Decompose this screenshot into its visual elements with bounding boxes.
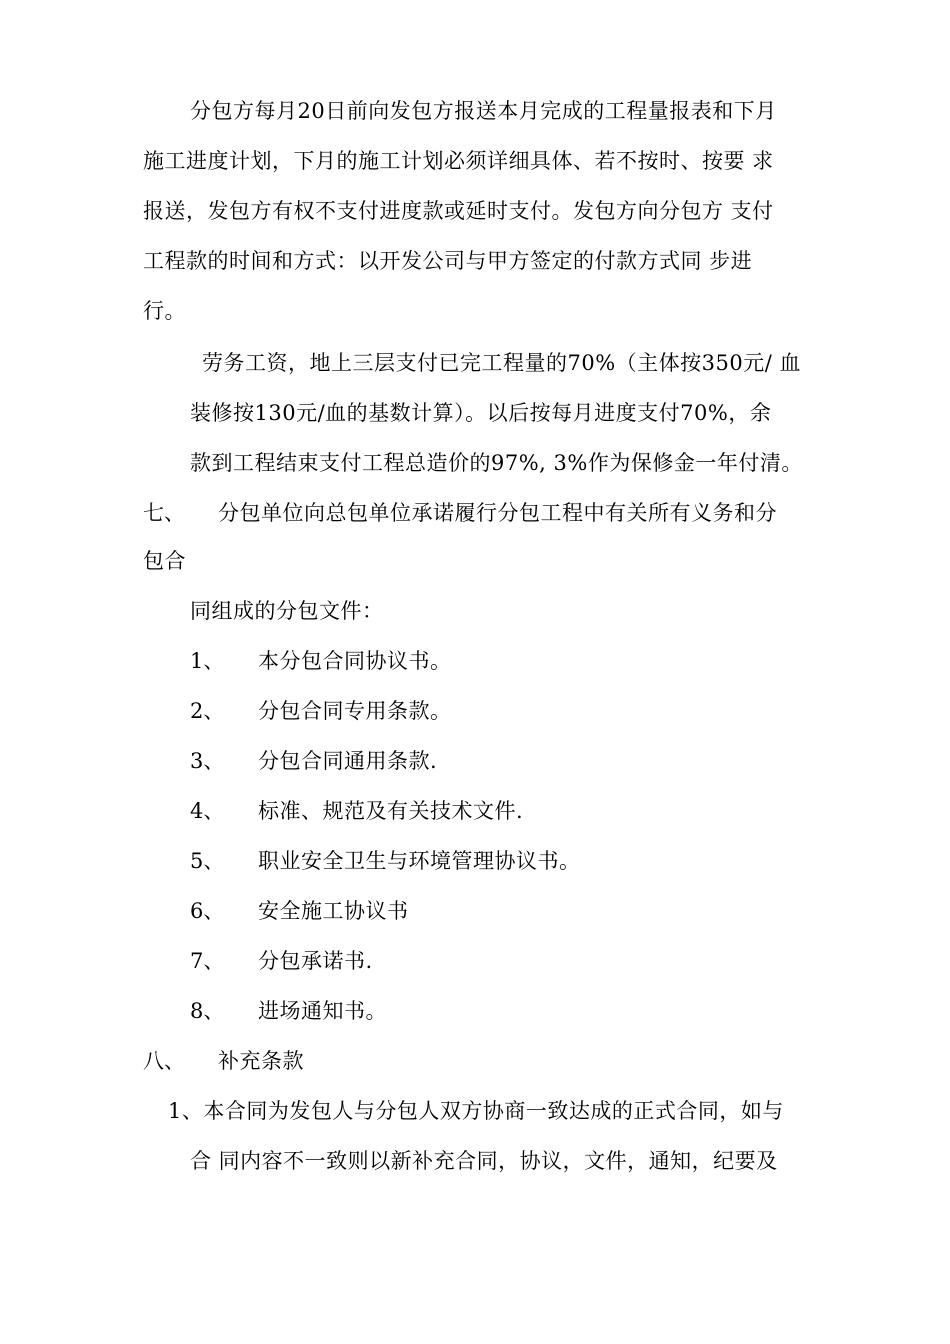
section-8-clause-1-line-2: 合 同内容不一致则以新补充合同，协议，文件，通知，纪要及 — [190, 1149, 778, 1173]
list-item-text: 安全施工协议书 — [258, 899, 409, 923]
list-item-text: 分包合同通用条款. — [258, 749, 438, 773]
section-7-line-1: 分包单位向总包单位承诺履行分包工程中有关所有义务和分 — [218, 501, 777, 525]
section-7-line-3: 同组成的分包文件： — [190, 599, 384, 623]
list-item-text: 分包合同专用条款。 — [258, 699, 452, 723]
paragraph-2-line-1: 劳务工资，地上三层支付已完工程量的70%（主体按350元/ 血 — [202, 351, 802, 375]
paragraph-1-line-3: 报送，发包方有权不支付进度款或延时支付。发包方向分包方 支付 — [143, 199, 774, 223]
list-item-text: 分包承诺书. — [258, 949, 373, 973]
list-item-number: 6、 — [190, 899, 225, 923]
paragraph-2-line-3: 款到工程结束支付工程总造价的97%, 3%作为保修金一年付清。 — [190, 451, 803, 475]
list-item-text: 本分包合同协议书。 — [258, 649, 452, 673]
section-8-title: 补充条款 — [218, 1049, 304, 1073]
list-item-text: 标准、规范及有关技术文件. — [258, 799, 524, 823]
list-item-number: 4、 — [190, 799, 225, 823]
section-7-line-2: 包合 — [143, 549, 186, 573]
list-item-number: 8、 — [190, 999, 225, 1023]
paragraph-1-line-1: 分包方每月20日前向发包方报送本月完成的工程量报表和下月 — [190, 99, 777, 123]
list-item-number: 2、 — [190, 699, 225, 723]
list-item-number: 3、 — [190, 749, 225, 773]
list-item-number: 5、 — [190, 849, 225, 873]
paragraph-2-line-2: 装修按130元/血的基数计算）。以后按每月进度支付70%，余 — [190, 401, 772, 425]
section-8-clause-1-line-1: 1、本合同为发包人与分包人双方协商一致达成的正式合同，如与 — [168, 1099, 784, 1123]
paragraph-1-line-5: 行。 — [143, 299, 186, 323]
paragraph-1-line-4: 工程款的时间和方式：以开发公司与甲方签定的付款方式同 步进 — [143, 249, 753, 273]
list-item-number: 7、 — [190, 949, 225, 973]
section-7-number: 七、 — [143, 501, 185, 525]
paragraph-1-line-2: 施工进度计划，下月的施工计划必须详细具体、若不按时、按要 求 — [143, 149, 774, 173]
list-item-text: 进场通知书。 — [258, 999, 387, 1023]
list-item-number: 1、 — [190, 649, 225, 673]
section-8-number: 八、 — [143, 1049, 185, 1073]
list-item-text: 职业安全卫生与环境管理协议书。 — [258, 849, 581, 873]
